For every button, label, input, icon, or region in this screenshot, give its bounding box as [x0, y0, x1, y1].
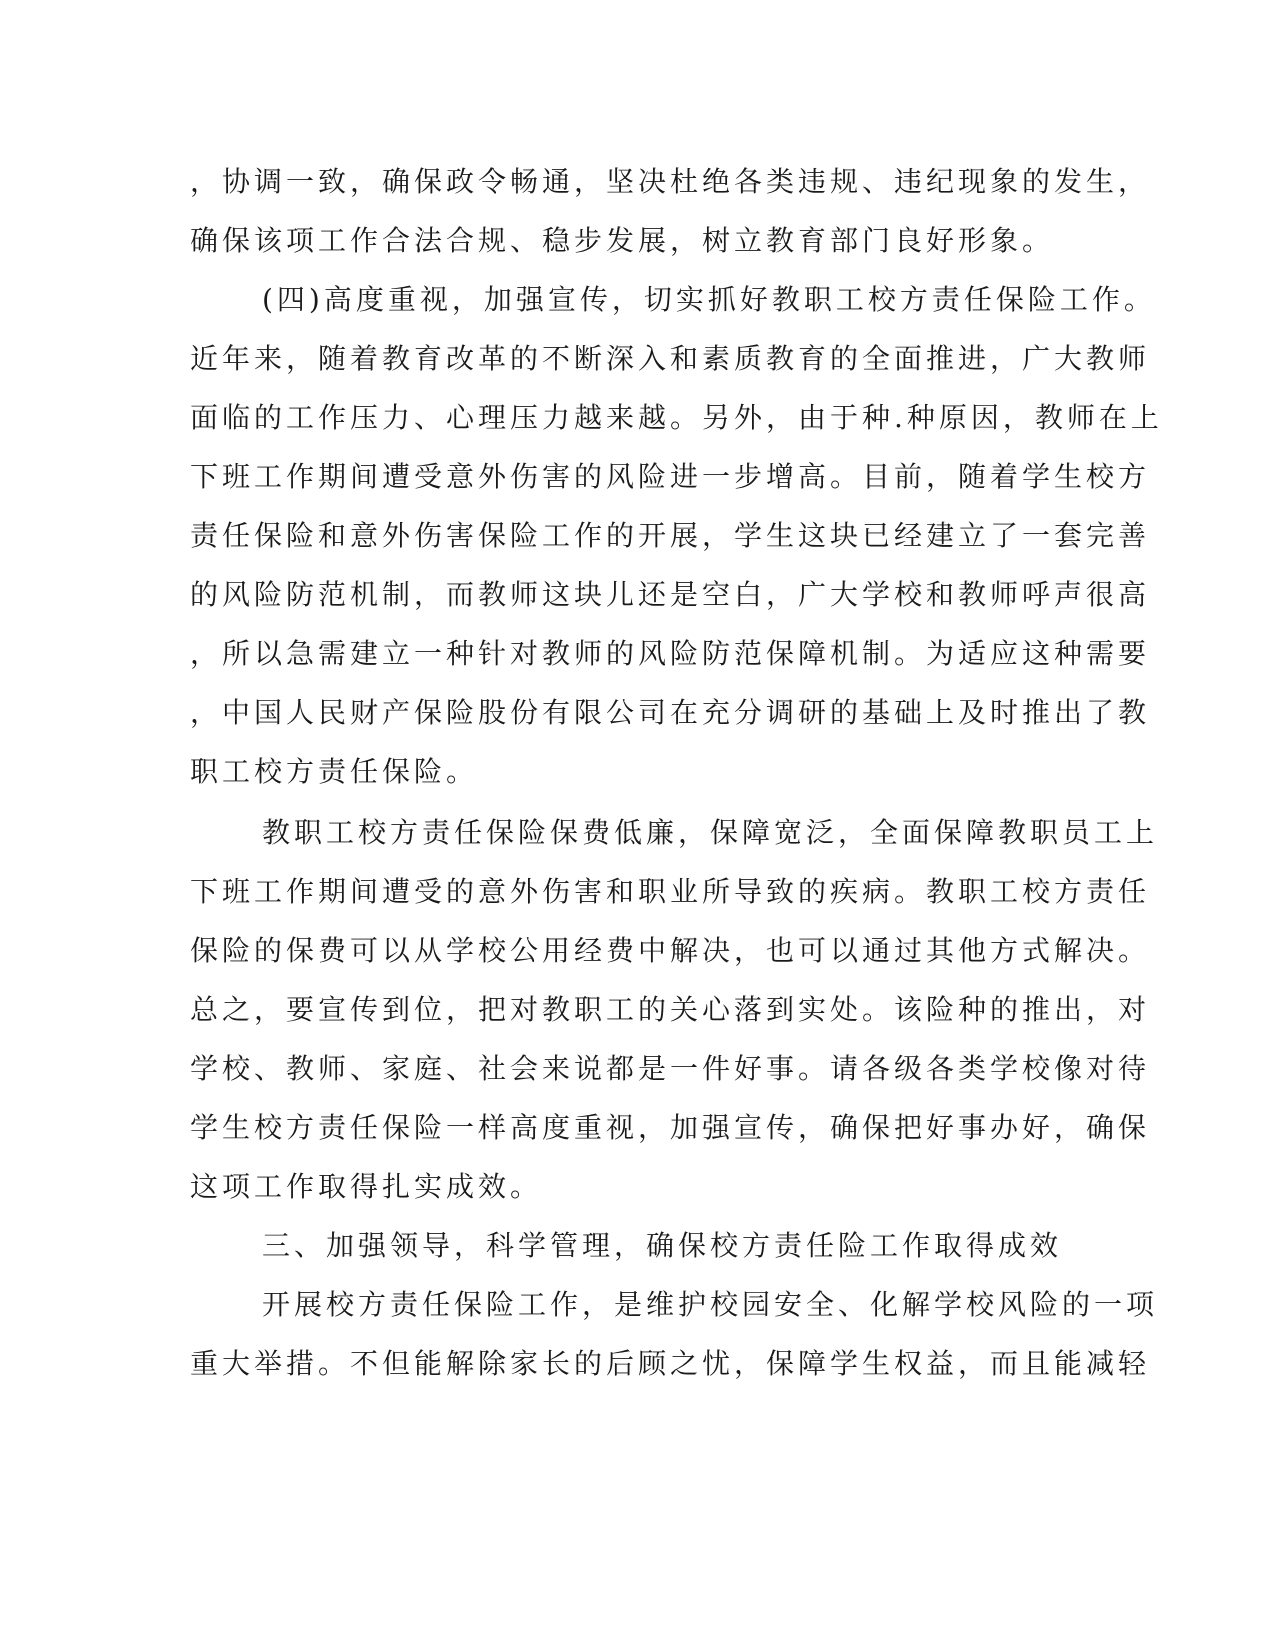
- text-line: 的风险防范机制，而教师这块儿还是空白，广大学校和教师呼声很高: [190, 578, 1151, 611]
- text-line: 学校、教师、家庭、社会来说都是一件好事。请各级各类学校像对待: [190, 1052, 1151, 1085]
- text-line: ，协调一致，确保政令畅通，坚决杜绝各类违规、违纪现象的发生，: [190, 165, 1151, 198]
- text-line: 学生校方责任保险一样高度重视，加强宣传，确保把好事办好，确保: [190, 1111, 1151, 1144]
- text-line: 确保该项工作合法合规、稳步发展，树立教育部门良好形象。: [190, 224, 1055, 257]
- text-line: 职工校方责任保险。: [190, 755, 479, 788]
- section-heading: 三、加强领导，科学管理，确保校方责任险工作取得成效: [262, 1229, 1063, 1262]
- text-line: 下班工作期间遭受的意外伤害和职业所导致的疾病。教职工校方责任: [190, 875, 1151, 908]
- text-line: 近年来，随着教育改革的不断深入和素质教育的全面推进，广大教师: [190, 342, 1151, 375]
- text-line: 这项工作取得扎实成效。: [190, 1170, 543, 1203]
- paragraph-heading: (四)高度重视，加强宣传，切实抓好教职工校方责任保险工作。: [262, 283, 1156, 316]
- text-line: 总之，要宣传到位，把对教职工的关心落到实处。该险种的推出，对: [190, 993, 1151, 1026]
- text-line: ，中国人民财产保险股份有限公司在充分调研的基础上及时推出了教: [190, 696, 1151, 729]
- text-line: 保险的保费可以从学校公用经费中解决，也可以通过其他方式解决。: [190, 934, 1151, 967]
- text-line: ，所以急需建立一种针对教师的风险防范保障机制。为适应这种需要: [190, 637, 1151, 670]
- text-line: 开展校方责任保险工作，是维护校园安全、化解学校风险的一项: [262, 1288, 1159, 1321]
- text-line: 面临的工作压力、心理压力越来越。另外，由于种.种原因，教师在上: [190, 401, 1163, 434]
- text-line: 下班工作期间遭受意外伤害的风险进一步增高。目前，随着学生校方: [190, 460, 1151, 493]
- text-line: 重大举措。不但能解除家长的后顾之忧，保障学生权益，而且能减轻: [190, 1347, 1151, 1380]
- text-line: 教职工校方责任保险保费低廉，保障宽泛，全面保障教职员工上: [262, 816, 1159, 849]
- text-line: 责任保险和意外伤害保险工作的开展，学生这块已经建立了一套完善: [190, 519, 1151, 552]
